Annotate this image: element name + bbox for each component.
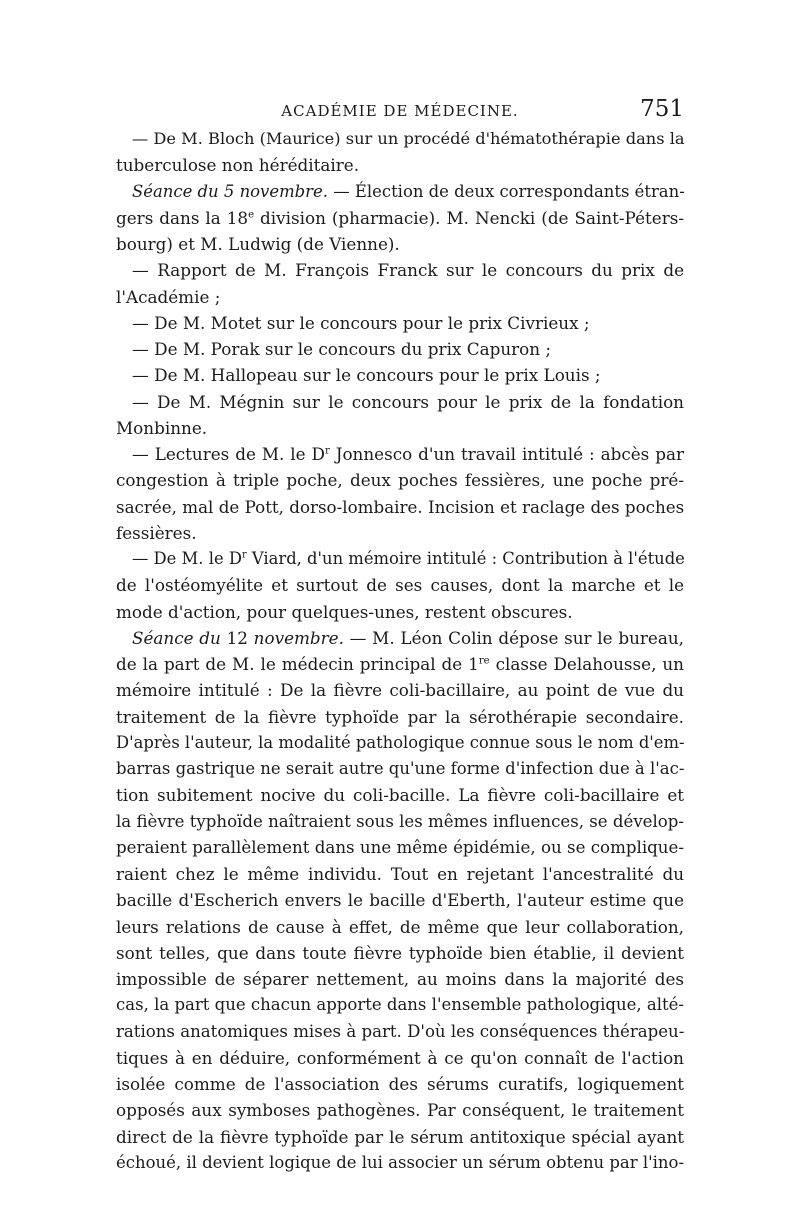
text-line: sont telles, que dans toute fièvre typhoïde bien établie, il devient bbox=[116, 942, 684, 963]
text-line: l'Académie ; bbox=[116, 286, 221, 307]
text-line: tuberculose non héréditaire. bbox=[116, 155, 360, 176]
running-header bbox=[116, 96, 684, 126]
text-line: traitement de la fièvre typhoïde par la sérothérapie secondaire. bbox=[116, 706, 684, 727]
text-line: de l'ostéomyélite et surtout de ses causes, dont la marche et le bbox=[116, 575, 684, 596]
text-line: cas, la part que chacun apporte dans l'ensemble pathologique, alté- bbox=[116, 995, 684, 1015]
text-line: isolée comme de l'association des sérums curatifs, logiquement bbox=[116, 1074, 684, 1094]
text-line: sacrée, mal de Pott, dorso-lombaire. Incision et raclage des poches bbox=[116, 496, 685, 517]
text-line: fessières. bbox=[116, 522, 197, 543]
text-line: — De M. Mégnin sur le concours pour le prix de la fondation bbox=[132, 391, 684, 412]
text-line: la fièvre typhoïde naîtraient sous les mêmes influences, se dévelop- bbox=[116, 811, 684, 831]
text-line: tion subitement nocive du coli-bacille. La fièvre coli-bacillaire et bbox=[116, 785, 684, 806]
text-line: — De M. Motet sur le concours pour le prix Civrieux ; bbox=[132, 312, 590, 333]
text-line: rations anatomiques mises à part. D'où les conséquences thérapeu- bbox=[116, 1021, 685, 1041]
text-line: échoué, il devient logique de lui associer un sérum obtenu par l'ino- bbox=[116, 1152, 685, 1172]
text-line: — Lectures de M. le $D^r$ Jonnesco d'un travail intitulé : abcès par bbox=[132, 444, 684, 464]
text-line: Monbinne. bbox=[116, 417, 208, 438]
text-line: gers dans la 18e division (pharmacie). M. Nencki (de Saint-Péters- bbox=[116, 207, 684, 228]
text-line: — Rapport de M. François Franck sur le concours du prix de bbox=[132, 260, 684, 281]
text-line: raient chez le même individu. Tout en rejetant l'ancestralité du bbox=[116, 864, 684, 884]
page-number: 751 bbox=[640, 96, 684, 122]
text-line: direct de la fièvre typhoïde par le sérum antitoxique spécial ayant bbox=[116, 1126, 684, 1147]
text-line: peraient parallèlement dans une même épidémie, ou se complique- bbox=[116, 837, 684, 857]
text-line: — De M. Hallopeau sur le concours pour le prix Louis ; bbox=[132, 365, 601, 386]
text-line: opposés aux symboses pathogènes. Par conséquent, le traitement bbox=[116, 1100, 684, 1121]
text-line: Séance du 12 novembre. — M. Léon Colin dépose sur le bureau, bbox=[132, 627, 684, 648]
text-line: D'après l'auteur, la modalité pathologique connue sous le nom d'em- bbox=[116, 732, 685, 752]
running-title: ACADÉMIE DE MÉDECINE. bbox=[281, 102, 519, 120]
text-line: tiques à en déduire, conformément à ce qu'on connaît de l'action bbox=[116, 1047, 684, 1068]
text-line: barras gastrique ne serait autre qu'une forme d'infection due à l'ac- bbox=[116, 759, 685, 778]
text-line: leurs relations de cause à effet, de même que leur collaboration, bbox=[116, 916, 684, 937]
text-line: — De M. Porak sur le concours du prix Capuron ; bbox=[132, 339, 552, 359]
text-line: bacille d'Escherich envers le bacille d'Eberth, l'auteur estime que bbox=[116, 890, 684, 911]
text-line: Séance du 5 novembre. — Élection de deux correspondants étran- bbox=[132, 181, 685, 201]
text-line: — De M. Bloch (Maurice) sur un procédé d'hématothérapie dans la bbox=[132, 129, 685, 148]
text-line: mode d'action, pour quelques-unes, restent obscures. bbox=[116, 601, 573, 622]
text-line: — De M. le $D^r$ Viard, d'un mémoire intitulé : Contribution à l'étude bbox=[132, 549, 685, 568]
text-line: congestion à triple poche, deux poches fessières, une poche pré- bbox=[116, 470, 684, 491]
text-line: impossible de séparer nettement, au moins dans la majorité des bbox=[116, 969, 684, 989]
body-text bbox=[116, 126, 684, 1176]
text-line: mémoire intitulé : De la fièvre coli-bacillaire, au point de vue du bbox=[116, 680, 684, 701]
text-line: de la part de M. le médecin principal de 1re classe Delahousse, un bbox=[116, 654, 684, 674]
text-line: bourg) et M. Ludwig (de Vienne). bbox=[116, 234, 400, 254]
